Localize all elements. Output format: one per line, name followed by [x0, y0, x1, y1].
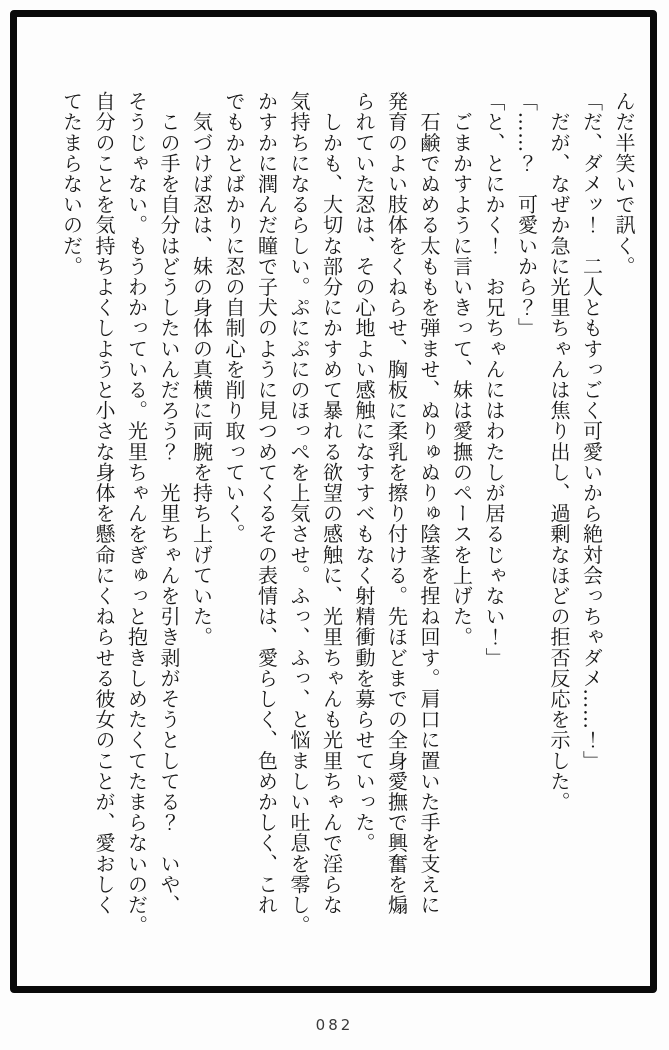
- text-line: 気づけば忍は、妹の身体の真横に両腕を持ち上げていた。: [189, 91, 214, 648]
- text-line: てたまらないのだ。: [59, 91, 84, 277]
- text-line: んだ半笑いで訊く。: [612, 91, 636, 277]
- text-line: られていた忍は、その心地よい感触になすすべもなく射精衝動を募らせていった。: [352, 91, 376, 854]
- text-line: でもかとばかりに忍の自制心を削り取っていく。: [222, 91, 246, 545]
- text-line: この手を自分はどうしたいんだろう？ 光里ちゃんを引き剥がそうとしてる？ いや、: [157, 91, 181, 915]
- text-line: 気持ちになるらしい。ぷにぷにのほっぺを上気させ。ふっ、ふっ、と悩ましい吐息を零し。: [287, 91, 311, 936]
- page-number: 082: [315, 1016, 354, 1034]
- text-line: 石鹸でぬめる太ももを弾ませ、ぬりゅぬりゅ陰茎を捏ね回す。肩口に置いた手を支えに: [417, 91, 441, 915]
- text-line: 「と、とにかく！ お兄ちゃんにはわたしが居るじゃない！」: [482, 91, 506, 668]
- text-line: だが、なぜか急に光里ちゃんは焦り出し、過剰なほどの拒否反応を示した。: [547, 91, 571, 812]
- text-line: 自分のことを気持ちよくしようと小さな身体を懸命にくねらせる彼女のことが、愛おしく: [92, 91, 116, 915]
- text-line: 「だ、ダメッ！ 二人ともすっごく可愛いから絶対会っちゃダメ……！」: [579, 91, 604, 771]
- text-line: 発育のよい肢体をくねらせ、胸板に柔乳を擦り付ける。先ほどまでの全身愛撫で興奮を煽: [384, 91, 409, 915]
- page-border-frame: [10, 10, 657, 993]
- text-line: かすかに潤んだ瞳で子犬のように見つめてくるその表情は、愛らしく、色めかしく、これ: [254, 91, 279, 915]
- text-line: そうじゃない。もうわかっている。光里ちゃんをぎゅっと抱きしめたくてたまらないのだ。: [124, 91, 149, 936]
- text-line: しかも、大切な部分にかすめて暴れる欲望の感触に、光里ちゃんも光里ちゃんで淫らな: [319, 91, 344, 915]
- text-line: 「……？ 可愛いから？」: [514, 91, 539, 339]
- vertical-text-block: [55, 91, 640, 943]
- text-line: ごまかすように言いきって、妹は愛撫のペースを上げた。: [449, 91, 474, 648]
